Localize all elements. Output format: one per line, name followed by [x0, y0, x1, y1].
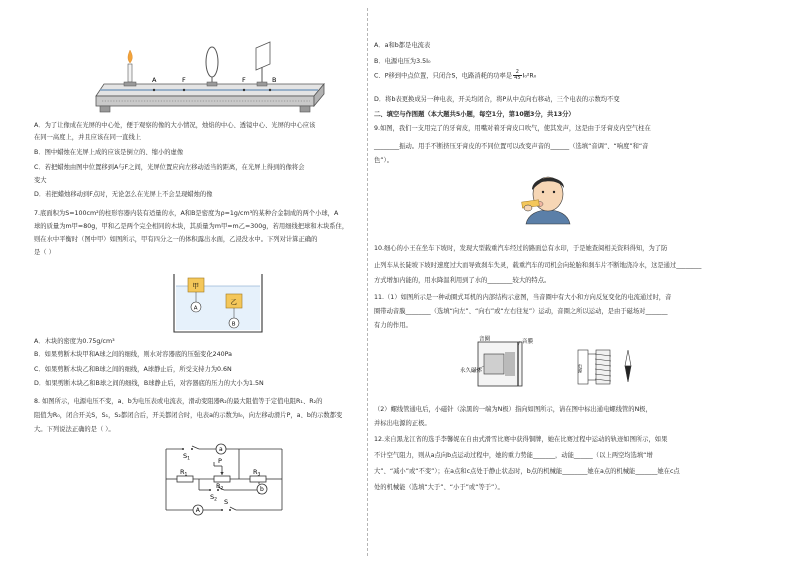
- q8-option-c: C．P移到中点位置，只闭合S，电路消耗的功率是 $\frac{2}{45}$ I₀²R₀: [374, 69, 537, 81]
- q12-line1: 12.来自黑龙江省的选手李馨妮在自由式滑雪比赛中获得铜牌，她在比赛过程中运动的轨迹如图所示，如果: [374, 436, 668, 443]
- circuit-figure: [160, 440, 288, 524]
- label-b: B: [272, 76, 277, 84]
- q7-stem-line2: 球的质量为m甲=80g，甲和乙是两个完全相同的木块，其质量为m甲=m乙=300g，若用细线把球和木块系住，: [34, 223, 349, 230]
- ball-b-label: B: [231, 321, 236, 328]
- q11-line5: 并标出电源的正极。: [374, 420, 431, 427]
- q8-option-b: B．电源电压为3.5I₀: [374, 58, 431, 65]
- q10-line2: 止列车从长陡坡下坡时速度过大而导致刹车失灵，载重汽车的司机会向轮胎和刹车片不断地浇冷水，这是通过________: [374, 262, 702, 269]
- q11-line3: 有力的作用。: [374, 322, 412, 329]
- right-column: [374, 0, 760, 562]
- label-f1: F: [182, 76, 186, 84]
- block-yi-label: 乙: [230, 298, 237, 306]
- resistor-r3-label: $R_3$: [253, 468, 261, 478]
- power-label: 电源: [577, 364, 582, 373]
- switch-s1-label: $S_1$: [183, 452, 191, 462]
- switch-s2-label: $S_2$: [210, 493, 218, 503]
- q9-line2: ________振动。用手不断挤压牙膏皮的不同位置可以改变声音的______（选填“音调”、“响度”和“音: [374, 143, 649, 150]
- slider-p-label: P: [218, 457, 222, 465]
- q8-stem-line2: 阻值为R₀，闭合开关S，S₁，S₂都闭合后，开关都闭合时，电表a的示数为I₀，向左移动滑片P，a、b的示数都变: [34, 412, 343, 419]
- q9-line3: 色”）。: [374, 157, 394, 164]
- label-f2: F: [242, 76, 246, 84]
- q7-stem-line4: 是（ ）: [34, 249, 55, 256]
- q7-option-b: B．如果剪断木块甲和A球之间的细线，则水对容器底的压强变化240Pa: [34, 351, 233, 358]
- column-divider: [367, 8, 368, 556]
- earphone-structure-figure: [458, 336, 544, 394]
- q10-line3: 方式增加内能的，用水降温利用到了水的________较大的特点。: [374, 277, 551, 284]
- q7-stem-line1: 7.底面积为S=100cm²的柱形容器内装有适量的水，A和B是密度为ρ=1g/cm³的某种合金制成的两个小球，A: [34, 210, 339, 217]
- resistor-r1-label: $R_1$: [180, 468, 188, 478]
- q12-line2: 不计空气阻力，则从a点向b点运动过程中，她的重力势能_______，动能______（以上两空均选填“增: [374, 452, 653, 459]
- q7-option-c: C．如果剪断木块乙和B球之间的细线，A球静止后，所受支持力为0.6N: [34, 366, 232, 373]
- power-fraction: $\frac{2}{45}$: [514, 69, 521, 81]
- optical-bench-figure: [96, 40, 328, 116]
- q8-stem-line1: 8. 如图所示，电源电压不变，a、b为电压表或电流表，滑动变阻器R₂的最大阻值等于定值电阻R₁、R₂的: [34, 398, 323, 405]
- q10-line1: 10.细心的小王在坐车下坡时，发现大型载重汽车经过的路面总有水印，于是她查阅相关资料得知，为了防: [374, 245, 668, 252]
- q7-option-d: D．如果剪断木块乙和B球之间的细线，B球静止后，对容器底的压力的大小为1.5N: [34, 380, 264, 387]
- membrane-label: 音膜: [522, 339, 534, 345]
- q12-line4: 处的机械能（选填“大于”、“小于”或“等于”）。: [374, 484, 504, 491]
- q6-option-a-line2: 在同一高度上，并且应该在同一直线上: [34, 134, 142, 141]
- ball-a-label: A: [193, 305, 198, 312]
- q7-stem-line3: 则在水中平衡时（图中甲）如图所示，甲有四分之一的体积露出水面，乙浸没水中。下列对计算正确的: [34, 236, 318, 243]
- ammeter-label: A: [195, 507, 200, 515]
- left-column: [34, 0, 364, 562]
- meter-a-label: a: [219, 446, 223, 454]
- q7-option-a: A．木块的密度为0.75g/cm³: [34, 338, 115, 345]
- q8-option-d: D．将b表更换成另一种电表，开关均闭合，将P从中点向右移动，三个电表的示数均不变: [374, 96, 620, 103]
- q11-line4: （2）螺线管通电后，小磁针（涂黑的一端为N极）指向如图所示，请在图中标出通电螺线管的N极，: [374, 406, 652, 413]
- q6-option-c-line1: C．若把蜡烛由图中位置移到A与F之间，光屏位置应向左移动适当的距离，在光屏上得到的像将会: [34, 164, 305, 171]
- q8-option-a: A．a和b都是电流表: [374, 42, 431, 49]
- q11-line2: 圈带动音膜________（选填“向左”、“向右”或“左右往复”）运动，音圈之所以运动，是由于磁场对_______: [374, 308, 668, 315]
- q8-stem-line3: 大。下列说法正确的是（ ）。: [34, 426, 115, 433]
- solenoid-figure: [570, 344, 640, 390]
- container-blocks-figure: [170, 272, 264, 334]
- magnet-label: 永久磁体: [460, 368, 483, 374]
- switch-s-label: S: [224, 498, 229, 506]
- q6-option-a-line1: A．为了让像成在光屏的中心处，便于观察的像的大小情况，烛焰的中心、透镜中心、光屏的中心应该: [34, 122, 316, 129]
- boy-blowing-figure: [516, 168, 580, 230]
- q12-line3: 大”、“减小”或“不变”）；在a点和c点处于静止状态时，b点的机械能________她在a点的机械能_______她在c点: [374, 468, 680, 475]
- resistor-r2-label: $R_2$: [216, 482, 224, 492]
- coil-label: 音圈: [479, 336, 491, 343]
- q6-option-c-line2: 变大: [34, 177, 47, 184]
- q6-option-d: D．若把蜡烛移动到F点时，无论怎么在光屏上不会呈现蜡烛的像: [34, 191, 213, 198]
- q6-option-b: B．图中蜡烛在光屏上成的应该是倒立的、缩小的虚像: [34, 149, 184, 156]
- label-a: A: [152, 76, 157, 84]
- q9-line1: 9.如图，我们一支用完了的牙膏皮，用嘴对着牙膏皮口吹气，使其发声，这是由于牙膏皮内空气柱在: [374, 125, 651, 132]
- meter-b-label: b: [260, 486, 264, 494]
- section-2-title: 二、填空与作图题（本大题共5小题，每空1分，第10题3分，共13分）: [374, 111, 575, 118]
- q11-line1: 11.（1）如图所示是一种动圈式耳机的内部结构示意图，当音圈中有大小和方向反复变化的电流通过时，音: [374, 294, 672, 301]
- block-jia-label: 甲: [192, 282, 199, 290]
